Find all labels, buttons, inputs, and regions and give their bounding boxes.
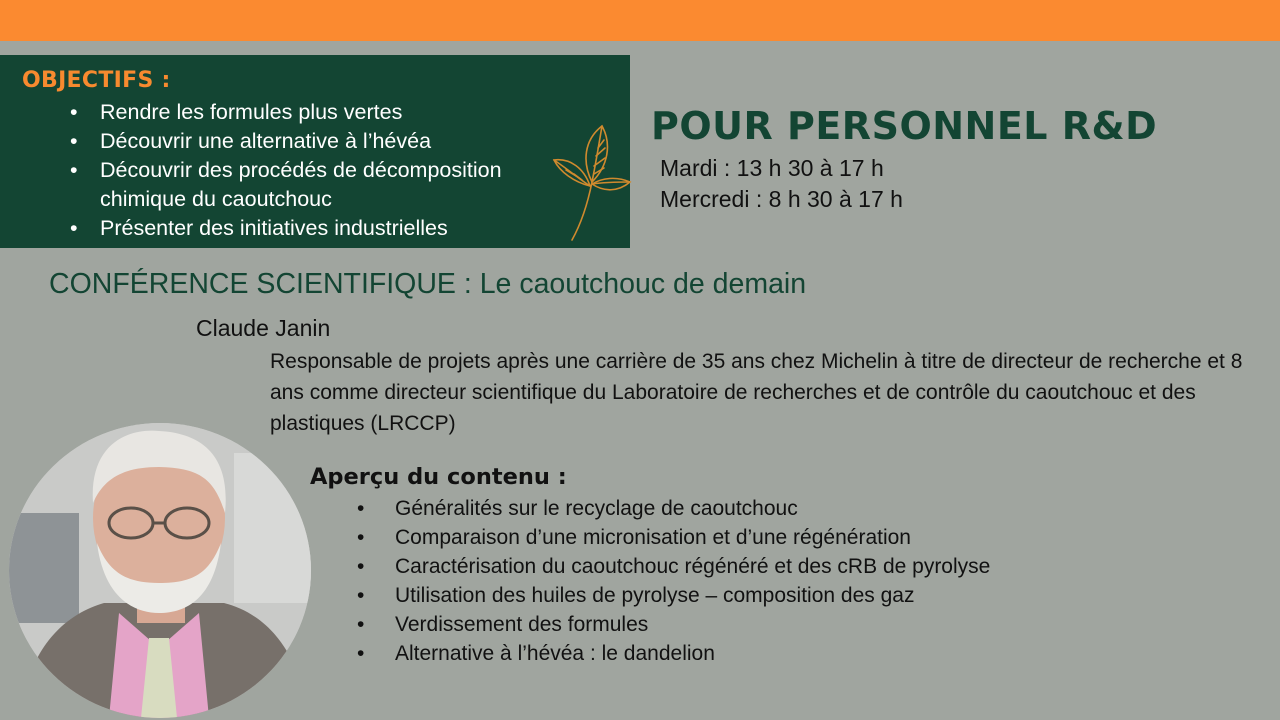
objectives-title: OBJECTIFS : [22,68,171,93]
speaker-photo [9,423,311,718]
objective-item: • Découvrir une alternative à l’hévéa [70,127,550,156]
objective-item: • Rendre les formules plus vertes [70,98,550,127]
speaker-name: Claude Janin [196,315,331,341]
overview-item: • Utilisation des huiles de pyrolyse – composition des gaz [357,581,1257,610]
objective-item: • Présenter des initiatives industrielles [70,214,550,243]
objectives-list [70,98,550,243]
leaf-icon [552,122,632,244]
speaker-portrait-icon [9,423,311,718]
overview-item: • Comparaison d’une micronisation et d’une régénération [357,523,1257,552]
overview-item: • Alternative à l’hévéa : le dandelion [357,639,1257,668]
objective-item: • Découvrir des procédés de décomposition chimique du caoutchouc [70,156,550,214]
conference-title: CONFÉRENCE SCIENTIFIQUE : Le caoutchouc de demain [49,268,807,300]
top-accent-bar [0,0,1280,41]
schedule-wednesday: Mercredi : 8 h 30 à 17 h [660,186,903,212]
speaker-bio: Responsable de projets après une carrière de 35 ans chez Michelin à titre de directeur de recherche et 8 ans comme directeur scientifique du Laboratoire de recherches et de contrôle du caoutchouc et des plastiques (LRCCP) [270,350,1243,435]
overview-list [357,494,1257,668]
overview-item: • Généralités sur le recyclage de caoutchouc [357,494,1257,523]
overview-item: • Caractérisation du caoutchouc régénéré et des cRB de pyrolyse [357,552,1257,581]
overview-item: • Verdissement des formules [357,610,1257,639]
audience-title: POUR PERSONNEL R&D [651,104,1158,148]
schedule-tuesday: Mardi : 13 h 30 à 17 h [660,155,884,181]
overview-title: Aperçu du contenu : [310,464,567,490]
